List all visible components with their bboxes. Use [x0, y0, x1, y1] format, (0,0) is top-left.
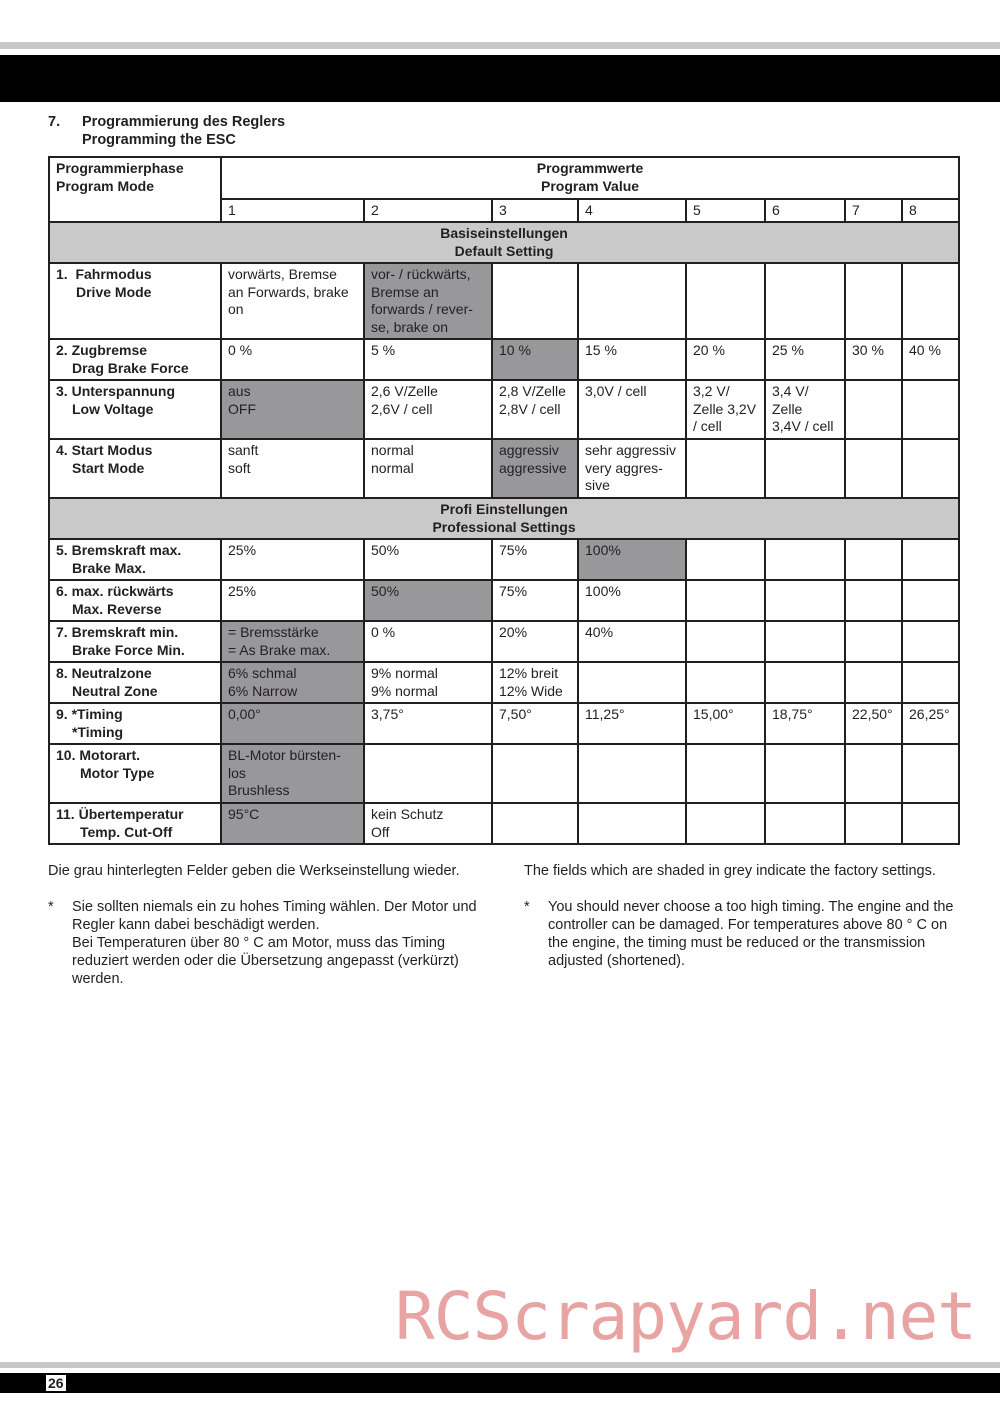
value-cell — [686, 621, 765, 662]
value-line: 3,2 V/ — [693, 383, 730, 399]
value-cell — [765, 744, 845, 803]
value-line: 50% — [371, 583, 400, 599]
value-cell — [364, 439, 492, 498]
program-mode-en: Start Mode — [72, 459, 145, 476]
value-cell — [492, 621, 578, 662]
program-value-header — [221, 157, 959, 199]
value-cell — [364, 539, 492, 580]
value-line: OFF — [228, 400, 256, 417]
program-mode-name-de — [56, 542, 214, 560]
header-rule-gray — [0, 42, 1000, 49]
value-cell — [578, 703, 686, 744]
value-cell — [902, 662, 959, 703]
table-row — [49, 744, 959, 803]
value-line: 22,50° — [852, 706, 893, 722]
value-line: 20 % — [693, 342, 725, 358]
default-setting-band-en: Default Setting — [454, 242, 554, 259]
program-mode-de: Zugbremse — [71, 342, 148, 358]
value-cell — [902, 263, 959, 339]
value-cell — [845, 803, 902, 844]
value-cell — [578, 662, 686, 703]
value-line: kein Schutz — [371, 806, 444, 822]
value-line: 25 % — [772, 342, 804, 358]
value-cell — [221, 339, 364, 380]
program-mode-de: Neutralzone — [71, 665, 152, 681]
professional-settings-band-en: Professional Settings — [432, 518, 576, 535]
value-cell — [221, 263, 364, 339]
program-mode-number: 8. — [56, 665, 68, 681]
value-cell — [578, 439, 686, 498]
value-line: 25% — [228, 542, 257, 558]
value-cell — [902, 803, 959, 844]
program-mode-number: 3. — [56, 383, 68, 399]
value-cell — [902, 621, 959, 662]
value-cell — [765, 662, 845, 703]
value-cell — [902, 380, 959, 439]
footnote-star-en: * — [524, 899, 530, 915]
program-value-en: Program Value — [541, 177, 640, 194]
table-row — [49, 580, 959, 621]
value-cell — [364, 703, 492, 744]
table-row — [49, 439, 959, 498]
value-line: sanft — [228, 442, 259, 458]
value-cell — [364, 803, 492, 844]
value-cell — [845, 580, 902, 621]
value-cell — [765, 621, 845, 662]
value-cell — [221, 803, 364, 844]
program-mode-cell — [49, 744, 221, 803]
value-cell — [221, 662, 364, 703]
value-line: 75% — [499, 583, 528, 599]
program-mode-cell — [49, 263, 221, 339]
value-cell — [578, 539, 686, 580]
program-mode-en: Motor Type — [80, 764, 155, 781]
value-line: / cell — [693, 418, 722, 434]
value-line: 18,75° — [772, 706, 813, 722]
value-cell — [902, 539, 959, 580]
value-line: los — [228, 764, 246, 781]
program-mode-number: 7. — [56, 624, 68, 640]
value-cell — [686, 662, 765, 703]
value-line: Brushless — [228, 782, 290, 798]
value-cell — [492, 380, 578, 439]
value-cell — [364, 662, 492, 703]
column-number: 5 — [686, 199, 765, 222]
value-cell — [492, 339, 578, 380]
default-setting-band — [49, 222, 959, 263]
professional-settings-band-de: Profi Einstellungen — [440, 501, 568, 517]
section-title-en: Programming the ESC — [82, 132, 236, 148]
value-cell — [686, 380, 765, 439]
value-line: very aggres- — [585, 459, 663, 476]
program-mode-cell — [49, 621, 221, 662]
value-line: 3,4 V/ — [772, 383, 809, 399]
value-line: 0 % — [371, 624, 396, 640]
value-cell — [686, 263, 765, 339]
value-cell — [221, 744, 364, 803]
professional-settings-band — [49, 498, 959, 539]
program-mode-name-de — [56, 747, 214, 765]
program-mode-de: Bremskraft max. — [71, 542, 182, 558]
table-row — [49, 621, 959, 662]
value-line: 3,4V / cell — [772, 418, 834, 434]
professional-settings-band-cell — [49, 498, 959, 539]
program-mode-en: Max. Reverse — [72, 600, 162, 617]
program-mode-number: 4. — [56, 442, 68, 458]
column-number: 6 — [765, 199, 845, 222]
default-setting-band-de: Basiseinstellungen — [440, 225, 568, 241]
value-cell — [765, 380, 845, 439]
program-mode-number: 1. — [56, 266, 68, 282]
value-cell — [765, 339, 845, 380]
column-number: 8 — [902, 199, 959, 222]
value-cell — [492, 662, 578, 703]
value-cell — [765, 439, 845, 498]
program-mode-en: Drag Brake Force — [72, 359, 189, 376]
program-mode-cell — [49, 803, 221, 844]
footer-rule-gray — [0, 1362, 1000, 1368]
value-cell — [578, 580, 686, 621]
value-line: 11,25° — [585, 706, 625, 722]
program-mode-de: Programmierphase — [56, 160, 184, 176]
value-line: = As Brake max. — [228, 641, 331, 658]
table-row — [49, 662, 959, 703]
footer-bar — [0, 1373, 1000, 1393]
value-cell — [221, 580, 364, 621]
value-cell — [902, 744, 959, 803]
value-line: Off — [371, 823, 390, 840]
value-line: 3,75° — [371, 706, 404, 722]
program-mode-en: Brake Max. — [72, 559, 146, 576]
value-line: 40% — [585, 624, 614, 640]
table-row — [49, 539, 959, 580]
program-mode-number: 11. — [56, 806, 75, 822]
table-row — [49, 339, 959, 380]
value-line: soft — [228, 459, 251, 476]
value-line: 9% normal — [371, 665, 438, 681]
value-cell — [902, 339, 959, 380]
program-mode-en: Drive Mode — [76, 283, 152, 300]
column-number: 4 — [578, 199, 686, 222]
value-line: 2,6V / cell — [371, 400, 433, 417]
program-mode-de: Unterspannung — [71, 383, 176, 399]
value-cell — [364, 580, 492, 621]
value-cell — [765, 803, 845, 844]
value-cell — [221, 539, 364, 580]
value-line: aus — [228, 383, 251, 399]
footnote-en — [524, 898, 964, 970]
value-cell — [686, 803, 765, 844]
value-line: 15,00° — [693, 706, 734, 722]
program-mode-en: Low Voltage — [72, 400, 154, 417]
value-cell — [492, 803, 578, 844]
value-line: aggressive — [499, 459, 567, 476]
value-line: an Forwards, brake — [228, 283, 349, 300]
value-cell — [686, 580, 765, 621]
value-cell — [364, 380, 492, 439]
value-line: vorwärts, Bremse — [228, 266, 337, 282]
value-cell — [492, 539, 578, 580]
program-mode-name-de — [56, 665, 214, 683]
value-cell — [686, 703, 765, 744]
value-line: 25% — [228, 583, 257, 599]
notes-intro-de: Die grau hinterlegten Felder geben die Werkseinstellung wieder. — [48, 863, 460, 879]
program-mode-en: *Timing — [72, 723, 124, 740]
program-mode-number: 2. — [56, 342, 68, 358]
program-mode-number: 9. — [56, 706, 68, 722]
value-line: 50% — [371, 542, 400, 558]
value-line: 7,50° — [499, 706, 532, 722]
value-cell — [492, 439, 578, 498]
column-number: 1 — [221, 199, 364, 222]
value-cell — [492, 744, 578, 803]
column-number: 3 — [492, 199, 578, 222]
table-row — [49, 263, 959, 339]
program-mode-cell — [49, 580, 221, 621]
value-cell — [364, 339, 492, 380]
value-cell — [221, 703, 364, 744]
value-cell — [578, 744, 686, 803]
footnote-de-text-2: Bei Temperaturen über 80 ° C am Motor, muss das Timing reduziert werden oder die Übersetzung angepasst (verkürzt) werden. — [72, 935, 459, 987]
program-mode-de: max. rückwärts — [71, 583, 174, 599]
value-line: 95°C — [228, 806, 260, 822]
program-mode-en: Brake Force Min. — [72, 641, 185, 658]
value-line: 12% breit — [499, 665, 559, 681]
value-line: 2,6 V/Zelle — [371, 383, 438, 399]
value-cell — [686, 339, 765, 380]
value-line: Zelle 3,2V — [693, 400, 757, 417]
program-value-de: Programmwerte — [536, 160, 644, 176]
program-mode-name-de — [56, 383, 214, 401]
value-line: 0,00° — [228, 706, 261, 722]
section-heading — [48, 113, 285, 149]
table-row — [49, 703, 959, 744]
program-mode-de: Bremskraft min. — [71, 624, 179, 640]
value-line: 26,25° — [909, 706, 950, 722]
programming-table — [48, 156, 960, 845]
program-mode-cell — [49, 339, 221, 380]
value-line: 2,8V / cell — [499, 400, 561, 417]
program-mode-header — [49, 157, 221, 222]
watermark: RCScrapyard.net — [395, 1278, 977, 1355]
value-line: 75% — [499, 542, 528, 558]
value-cell — [845, 744, 902, 803]
footnote-en-text: You should never choose a too high timing. The engine and the controller can be damaged. For temperatures above 80 ° C on the engine, the timing must be reduced or the transmission adjusted (shortened). — [548, 899, 954, 969]
value-cell — [578, 803, 686, 844]
value-cell — [578, 339, 686, 380]
program-mode-de: Fahrmodus — [75, 266, 152, 282]
value-line: 6% Narrow — [228, 682, 298, 699]
value-cell — [221, 621, 364, 662]
table-header-row — [49, 157, 959, 199]
value-line: 15 % — [585, 342, 617, 358]
page-number: 26 — [48, 1375, 64, 1391]
column-number: 7 — [845, 199, 902, 222]
value-cell — [845, 263, 902, 339]
value-cell — [765, 539, 845, 580]
value-cell — [578, 263, 686, 339]
program-mode-en: Program Mode — [56, 177, 155, 194]
footnote-star-de: * — [48, 899, 54, 915]
program-mode-name-de — [56, 624, 214, 642]
value-cell — [686, 744, 765, 803]
program-mode-de: Start Modus — [71, 442, 153, 458]
value-line: 6% schmal — [228, 665, 297, 681]
program-mode-en: Neutral Zone — [72, 682, 158, 699]
value-line: Bremse an — [371, 283, 439, 300]
value-cell — [364, 744, 492, 803]
value-line: Zelle — [772, 400, 803, 417]
value-line: 20% — [499, 624, 528, 640]
value-cell — [765, 263, 845, 339]
value-line: 40 % — [909, 342, 941, 358]
value-cell — [686, 439, 765, 498]
default-setting-band-cell — [49, 222, 959, 263]
value-line: on — [228, 301, 244, 317]
value-line: se, brake on — [371, 318, 449, 335]
value-cell — [845, 539, 902, 580]
value-cell — [578, 621, 686, 662]
value-line: normal — [371, 442, 414, 458]
program-mode-name-de — [56, 806, 214, 824]
header-bar — [0, 55, 1000, 102]
program-mode-en: Temp. Cut-Off — [80, 823, 173, 840]
program-mode-number: 10. — [56, 747, 76, 763]
value-cell — [364, 621, 492, 662]
value-line: 3,0V / cell — [585, 383, 647, 399]
footnote-de — [48, 898, 488, 988]
table-row — [49, 380, 959, 439]
value-line: 5 % — [371, 342, 396, 358]
value-cell — [902, 580, 959, 621]
notes-english — [524, 862, 964, 970]
value-cell — [845, 621, 902, 662]
value-cell — [845, 703, 902, 744]
program-mode-name-de — [56, 442, 214, 460]
value-cell — [578, 380, 686, 439]
value-cell — [845, 380, 902, 439]
value-cell — [221, 439, 364, 498]
program-mode-name-de — [56, 706, 214, 724]
value-line: 12% Wide — [499, 682, 563, 699]
table-row — [49, 803, 959, 844]
value-cell — [492, 263, 578, 339]
value-line: sive — [585, 477, 610, 493]
value-cell — [686, 539, 765, 580]
value-cell — [364, 263, 492, 339]
value-line: 30 % — [852, 342, 884, 358]
value-line: 0 % — [228, 342, 253, 358]
value-line: aggressiv — [499, 442, 559, 458]
program-mode-name-de — [56, 342, 214, 360]
value-cell — [902, 703, 959, 744]
value-line: vor- / rückwärts, — [371, 266, 471, 282]
section-title-de: Programmierung des Reglers — [82, 114, 286, 130]
value-cell — [765, 580, 845, 621]
value-cell — [221, 380, 364, 439]
value-cell — [845, 439, 902, 498]
section-number: 7. — [48, 114, 61, 130]
value-line: BL-Motor bürsten- — [228, 747, 341, 763]
notes-german — [48, 862, 488, 988]
program-mode-name-de — [56, 583, 214, 601]
value-line: 100% — [585, 542, 621, 558]
program-mode-cell — [49, 439, 221, 498]
value-cell — [845, 662, 902, 703]
program-mode-de: Motorart. — [79, 747, 141, 763]
program-mode-number: 5. — [56, 542, 68, 558]
value-line: 100% — [585, 583, 621, 599]
notes-intro-en: The fields which are shaded in grey indicate the factory settings. — [524, 863, 936, 879]
value-cell — [765, 703, 845, 744]
program-mode-cell — [49, 703, 221, 744]
value-cell — [492, 580, 578, 621]
program-mode-number: 6. — [56, 583, 68, 599]
value-cell — [902, 439, 959, 498]
program-mode-cell — [49, 539, 221, 580]
program-mode-cell — [49, 662, 221, 703]
value-line: 2,8 V/Zelle — [499, 383, 566, 399]
value-cell — [845, 339, 902, 380]
value-line: normal — [371, 459, 414, 476]
value-line: 9% normal — [371, 682, 438, 699]
value-line: forwards / rever- — [371, 301, 473, 317]
value-line: sehr aggressiv — [585, 442, 677, 458]
column-number: 2 — [364, 199, 492, 222]
value-line: = Bremsstärke — [228, 624, 319, 640]
program-mode-de: *Timing — [71, 706, 123, 722]
program-mode-de: Übertemperatur — [78, 806, 184, 822]
program-mode-name-de — [56, 266, 214, 284]
value-cell — [492, 703, 578, 744]
footnote-de-text-1: Sie sollten niemals ein zu hohes Timing wählen. Der Motor und Regler kann dabei beschädigt werden. — [72, 899, 477, 933]
value-line: 10 % — [499, 342, 531, 358]
program-mode-cell — [49, 380, 221, 439]
